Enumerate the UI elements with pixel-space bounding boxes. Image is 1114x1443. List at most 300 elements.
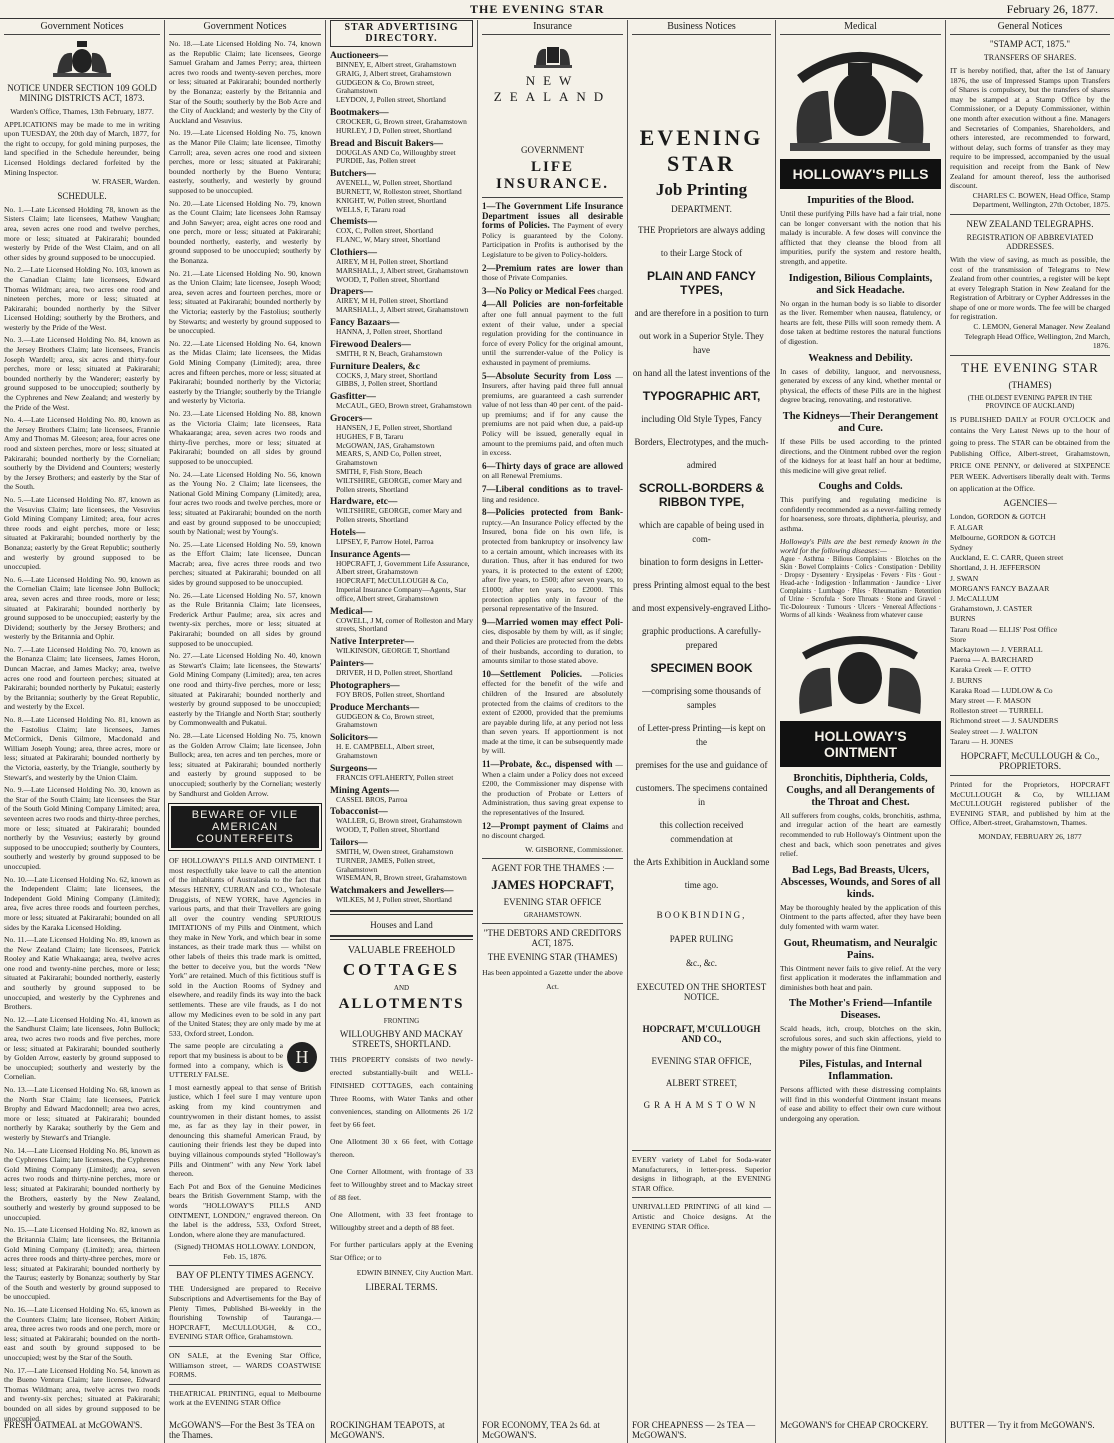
schedule-item: No. 24.—Late Licensed Holding No. 56, known as the Young No. 2 Claim; late licensees, the National Gold Mining Company (Limited); area, four acres two roods and twelve perches, more or less; situated at Pakirarahi; bounded on the north and east by ground supposed to be unoccupied; south by National; west by Young's. bbox=[169, 469, 321, 537]
holloway-notice: OF HOLLOWAY'S PILLS AND OINTMENT. I most respectfully take leave to call the attention of the inhabitants of Australasia to the fact that Messrs HENRY, CURRAN and CO., Wholesale Druggists, of NEW YORK, have Agencies in various parts, and that their Travellers are going all over the country vending SPURIOUS IMITATIONS of my Pills and Ointment, which they make in New York, and which bear in some instances, as their trade mark thus — whilst on other labels of theirs this trade mark is omitted, the better to deceive you, but the words "New York" are retained. Much of this fictitious stuff is sold in the Auction Rooms of Sydney and elsewhere, and readily finds its way into the back settlements. These are vile frauds, as I do not allow my Medicines even to be sold in any part of the United States; they are only made by me at 533, Oxford street, London. bbox=[169, 856, 321, 1038]
directory-listing: HOPCRAFT, J, Government Life Assurance, Albert street, Grahamstown bbox=[336, 558, 470, 577]
directory-listing: GIBBS, J, Pollen street, Shortland bbox=[336, 379, 438, 389]
directory-listing: MEARS, S, AND Co, Pollen street, Grahamstown bbox=[336, 449, 442, 468]
directory-category: Bootmakers— bbox=[330, 107, 389, 118]
directory-listing: WELLS, F, Tararu road bbox=[336, 204, 406, 214]
footer-ad-text: ROCKINGHAM TEAPOTS, at McGOWAN'S. bbox=[330, 1420, 445, 1440]
holloway-paragraph: I most earnestly appeal to that sense of British justice, which I feel sure I may venture upon asking from my kind countrymen and countrywomen in their distant homes, to assist me, as far as they lay in their power, in denouncing this shameful American Fraud, by cautioning their friends lest they be duped into buying villainous compounds styled "Holloway's Pills and Ointment" with any New York label thereon. bbox=[169, 1082, 321, 1179]
stamp-body: IT is hereby notified, that, after the 1st of January 1876, the use of Impressed Stamps upon Transfers of Shares is compulsory, but the transfers of shares may be stamped at a Stamp Office by the Commissioner, or a Deputy Commissioner, within one month after execution without a fine. Managers and Secretaries of Companies, Shareholders, and others interested, are recommended to forward, without delay, such forms of transfer as they may require to be impressed, accompanied by the usual requisition and receipt from the Bank of New Zealand for amount thereof, less the authorised discount. bbox=[950, 66, 1110, 191]
holloways-pills-banner: HOLLOWAY'S PILLS bbox=[780, 159, 941, 189]
agency-item: F. ALGAR bbox=[950, 522, 984, 532]
newspaper-title: THE EVENING STAR bbox=[470, 2, 605, 16]
bay-of-plenty-text: THE Undersigned are prepared to Receive Subscriptions and Advertisements for the Bay of Plenty Times, Published Bi-weekly in the flourishing Township of Tauranga.—HOPCRAFT, McCULLOUGH, & CO., EVENING STAR Office, Grahamstown. bbox=[169, 1284, 321, 1342]
footer-ad bbox=[946, 1418, 1114, 1443]
medical-diseases: Ague · Asthma · Bilious Complaints · Blotches on the Skin · Bowel Complaints · Colics · Constipation · Debility · Dropsy · Dysentery · Erysipelas · Fevers · Fits · Gout · Head-ache · Indigestion · Inflammation · Jaundice · Liver Complaints · Lumbago · Piles · Rheumatism · Retention of Urine · Scrofula · Sore Throats · Stone and Gravel · Tic-Doloureux · Tumours · Ulcers · Venereal Affections · Worms of all kinds · Weakness from whatever cause bbox=[780, 555, 941, 619]
footer-ad-text: FOR ECONOMY, TEA 2s 6d. at McGOWAN'S. bbox=[482, 1420, 600, 1440]
column-business-notices bbox=[628, 20, 776, 1418]
directory-listing: HANNA, J, Pollen street, Shortland bbox=[336, 326, 443, 336]
directory-category: Grocers— bbox=[330, 413, 373, 424]
agency-item: Tararu — H. JONES bbox=[950, 736, 1014, 746]
insurance-item-text: ruptcy.—An Insurance Policy effected by the Insured, bona fide on his own life, is protected from bankruptcy or insolvency law to a certain amount, which increases with its duration. Thus, after it has endured for two years, it is protected to the extent of £200; after five years, to £500; after seven years, to £1000; after ten years, to £2000. This protection applies only in favour of the personal representative of the Insured. bbox=[482, 517, 623, 614]
insurance-item-heading: 10—Settlement Policies. bbox=[482, 668, 582, 679]
holloways-ointment-banner: HOLLOWAY'S OINTMENT bbox=[780, 721, 941, 767]
agencies-title: AGENCIES— bbox=[1003, 498, 1057, 509]
column-heading: Insurance bbox=[482, 20, 623, 35]
medical-heading: Bronchitis, Diphtheria, Colds, Coughs, and all Derangements of the Throat and Chest. bbox=[786, 772, 935, 808]
masthead bbox=[0, 0, 1114, 19]
agency-item: Rolleston street — TURRELL bbox=[950, 706, 1043, 716]
directory-entry bbox=[330, 318, 473, 337]
insurance-item-text: The Payment of every Policy is guaranteed by the Colony. Participation in Profits is authorised by the Legislature to be given to Policy-holders. bbox=[482, 221, 624, 259]
business-line: including Old Style Types, Fancy bbox=[641, 414, 762, 424]
directory-listing: SMITH, R N, Beach, Grahamstown bbox=[336, 348, 443, 358]
column-government-notices-1 bbox=[0, 20, 165, 1423]
agency-item: Store bbox=[950, 634, 967, 644]
schedule-item: No. 6.—Late Licensed Holding No. 90, known as the Cornelian Claim; late licensee John Bullock; area, seven acres and three roods, more or less; situated at Pakirarahi; bounded northerly by ground supposed to be unoccupied; easterly by the Dividend; southerly by the Jersey Brothers; and westerly by the Britannia and Ophir. bbox=[4, 574, 160, 642]
business-line: press Printing almost equal to the best bbox=[633, 580, 770, 590]
schedule-item: No. 5.—Late Licensed Holding No. 87, known as the Vesuvius Claim; late licensees, the Vesuvius Gold Mining Company Limited; area, four acres three roods and eight perches, more or less; situated at Pakirarahi; bounded northerly by the Bonanza; easterly by the Great Republic; southerly and westerly by ground supposed to be unoccupied. bbox=[4, 494, 160, 572]
directory-category: Butchers— bbox=[330, 169, 376, 180]
directory-entry bbox=[330, 607, 473, 635]
column-heading: Business Notices bbox=[632, 20, 771, 35]
directory-category: Mining Agents— bbox=[330, 785, 399, 796]
directory-listing: COX, C, Pollen street, Shortland bbox=[336, 226, 434, 236]
footer-ad bbox=[628, 1418, 776, 1443]
houses-streets: WILLOUGHBY AND MACKAY STREETS, SHORTLAND. bbox=[339, 1029, 464, 1050]
directory-listing: SMITH, F, Fish Store, Beach bbox=[336, 466, 423, 476]
wardens-office: Warden's Office, Thames, 13th February, 1877. bbox=[10, 107, 154, 116]
footer-ad bbox=[165, 1418, 326, 1443]
insurance-item-heading: 3—No Policy or Medical Fees bbox=[482, 285, 596, 296]
insurance-item-text: —Insurers, after having paid three full annual premiums, are guaranteed a cash surrender value of not less than 40 per cent. of the paid-up premiums; and if for any cause the premiums are not paid when due, a paid-up Policy will be issued, generally equal in amount to the premiums paid, and often much in excess. bbox=[482, 371, 623, 458]
directory-entry bbox=[330, 392, 473, 411]
directory-entry bbox=[330, 659, 473, 678]
medical-text: No organ in the human body is so liable to disorder as the liver. Remember when nausea, flatulency, or hearts are felt, these Pills will soon remedy them. A dose taken at bedtime restores the natural functions of digestion. bbox=[780, 298, 941, 346]
agency-item: BURNS bbox=[950, 614, 976, 624]
directory-entry bbox=[330, 217, 473, 245]
directory-entry bbox=[330, 681, 473, 700]
directory-entry bbox=[330, 414, 473, 494]
directory-listing: TURNER, JAMES, Pollen street, Grahamstown bbox=[336, 855, 435, 874]
schedule-item: No. 27.—Late Licensed Holding No. 40, known as Stewart's Claim; late licensees, the Stewarts' Gold Mining Company (Limited); area, ten acres one rood and thirty-five perches, more or less; situated at Pakirarahi; bounded northerly and westerly by ground supposed to be unoccupied; easterly by the Triangle and North Star; southerly by Commonwealth and Pukatui. bbox=[169, 651, 321, 728]
directory-listing: AIREY, M H, Pollen street, Shortland bbox=[336, 256, 448, 266]
footer-ad-text: McGOWAN'S for CHEAP CROCKERY. bbox=[780, 1420, 929, 1430]
directory-entry bbox=[330, 108, 473, 136]
star-published: IS PUBLISHED DAILY at FOUR O'CLOCK and contains the Very Latest News up to the hour of going to press. The STAR can be obtained from the Publishing Office, Albert-street, Grahamstown, PRICE ONE PENNY, or delivered at SIXPENCE PER WEEK. Advertisers liberally dealt with. Terms on application at the Office. bbox=[950, 414, 1110, 493]
business-line: on hand all the latest inventions of the bbox=[632, 368, 771, 378]
insurance-list bbox=[482, 202, 623, 841]
directory-category: Tobacconist— bbox=[330, 807, 388, 818]
schedule-item: No. 14.—Late Licensed Holding No. 86, known as the Cyphrenes Claim; late licensees, the Cyphrenes Gold Mining Company (Limited); area, seven acres two roods and thirty-nine perches, more or less; situated at Pakirarahi; bounded northerly by the Brothers, easterly by the New Zealand, southerly and westerly by ground supposed to be unoccupied. bbox=[4, 1145, 160, 1222]
stamp-act-title: "STAMP ACT, 1875." bbox=[989, 39, 1071, 49]
directory-entry bbox=[330, 733, 473, 761]
directory-category: Produce Merchants— bbox=[330, 702, 420, 713]
star-oldest: (THE OLDEST EVENING PAPER IN THE PROVINCE OF AUCKLAND) bbox=[967, 393, 1093, 410]
insurance-item-heading: 11—Probate, &c., dispensed with bbox=[482, 759, 613, 770]
insurance-item-heading: 2—Premium rates are lower than bbox=[482, 262, 623, 273]
directory-listing: AVENELL, W, Pollen street, Shortland bbox=[336, 178, 452, 188]
schedule-item: No. 4.—Late Licensed Holding No. 80, known as the Jersey Brothers Claim; late licensees, Frannie Amy and Thomas M. Gleeson; area, four acres one rood and sixteen perches, more or less; situated at Pakirarahi; bounded northerly by the Cornelian; southerly by the Dividend and Counters; westerly by the Jersey Brothers; and easterly by the Star of the South. bbox=[4, 415, 160, 492]
registration-body: With the view of saving, as much as possible, the cost of the transmission of Telegrams to New Zealand from other countries, a register will be kept at every Telegraph Station in New Zealand for the Registration of Arbitrary or Cypher Addresses in the shape of one or more words. The fee will be charged for registration. bbox=[950, 254, 1110, 322]
directory-entry bbox=[330, 51, 473, 105]
business-line: out work in a Superior Style. They have bbox=[639, 331, 764, 355]
insurance-item-heading: 5—Absolute Security from Loss bbox=[482, 370, 612, 381]
directory-entry bbox=[330, 764, 473, 783]
directory-listing: AIREY, M H, Pollen street, Shortland bbox=[336, 296, 448, 306]
debtors-star-title: THE EVENING STAR (THAMES) bbox=[487, 952, 618, 963]
agency-item: J. BURNS bbox=[950, 675, 983, 685]
directory-entry bbox=[330, 362, 473, 390]
medical-heading: Coughs and Colds. bbox=[818, 481, 903, 493]
insurance-office: EVENING STAR OFFICE bbox=[503, 897, 602, 908]
directory-listing: HUGHES, F B, Tararu bbox=[336, 431, 404, 441]
directory-listing: WALLER, G, Brown street, Grahamstown bbox=[336, 816, 462, 826]
insurance-item bbox=[482, 300, 623, 367]
column-heading: General Notices bbox=[950, 20, 1110, 35]
medical-heading: Weakness and Debility. bbox=[808, 352, 913, 364]
business-line: PLAIN AND FANCY TYPES, bbox=[647, 269, 756, 297]
directory-category: Hardware, etc— bbox=[330, 497, 398, 508]
medical-text: This Ointment never fails to give relief. At the very first application it moderates the inflammation and diminishes both heat and pain. bbox=[780, 963, 941, 992]
insurance-item-text: —Policies effected for the benefit of the wife and children of the Insured are absolutely protected from the claims of creditors to the extent of £2000, provided that the premiums are payable during life, at any period not less than seven years. If apportionment is not made at the time, it can be subsequently made by will. bbox=[482, 669, 623, 756]
insurance-item bbox=[482, 462, 623, 481]
medical-heading: Gout, Rheumatism, and Neuralgic Pains. bbox=[783, 937, 938, 961]
directory-entry bbox=[330, 528, 473, 547]
schedule-item: No. 10.—Late Licensed Holding No. 62, known as the Independent Claim; late licensees, the Independent Gold Mining Company (Limited); area, five acres three roods and fourteen perches, more or less; situated at Pakirarahi; bounded on all sides by the Karaka Licensed Holding. bbox=[4, 874, 160, 932]
agency-item: Paeroa — A. BARCHARD bbox=[950, 655, 1034, 665]
houses-allotment: One Allotment 30 x 66 feet, with Cottage thereon. bbox=[330, 1137, 473, 1160]
directory-category: Watchmakers and Jewellers— bbox=[330, 886, 454, 897]
directory-category: Surgeons— bbox=[330, 763, 377, 774]
medical-text: This purifying and regulating medicine is confidently recommended as a never-failing remedy for hoarseness, sore throats, diphtheria, pleurisy, and asthma. bbox=[780, 495, 941, 534]
business-office: EVENING STAR OFFICE, bbox=[651, 1056, 752, 1066]
directory-listing: WOOD, T, Pollen street, Shortland bbox=[336, 825, 440, 835]
agency-item: Auckland, E. C. CARR, Queen street bbox=[950, 553, 1064, 563]
schedule-item: No. 22.—Late Licensed Holding No. 64, known as the Midas Claim; late licensees, the Midas Gold Mining Company (Limited); area, three acres and fifteen perches, more or less; situated at Pakirarahi; bounded northerly by the Victoria; easterly by the Triangle; southerly by the Triangle and westerly by Victoria. bbox=[169, 338, 321, 406]
business-line: and are therefore in a position to turn bbox=[634, 308, 769, 318]
insurance-item bbox=[482, 202, 623, 260]
schedule-item: No. 20.—Late Licensed Holding No. 79, known as the Count Claim; late licensees John Ramsay and John Sawyer; area, eight acres one rood and one perch, more or less; situated at Pakirarahi; bounded northerly, easterly, and westerly by ground supposed to be unoccupied; southerly by the Bonanza. bbox=[169, 198, 321, 266]
directory-category: Furniture Dealers, &c bbox=[330, 361, 420, 372]
crest-icon bbox=[530, 39, 576, 69]
agency-item: Tararu Road — ELLIS' Post Office bbox=[950, 624, 1058, 634]
business-line: time ago. bbox=[684, 880, 719, 890]
directory-listing: FOY BROS, Pollen street, Shortland bbox=[336, 689, 445, 699]
houses-title-2: COTTAGES bbox=[342, 960, 461, 980]
directory-entry bbox=[330, 703, 473, 731]
business-line: admired bbox=[686, 460, 717, 470]
insurance-town: GRAHAMSTOWN. bbox=[523, 911, 582, 920]
business-line: of Letter-press Printing—is kept on the bbox=[637, 723, 766, 747]
column-government-notices-2 bbox=[165, 20, 326, 1418]
directory-listing: WOOD, T, Pollen street, Shortland bbox=[336, 274, 440, 284]
directory-listing: FLANC, W, Mary street, Shortland bbox=[336, 235, 441, 245]
business-town: GRAHAMSTOWN bbox=[643, 1100, 760, 1110]
agency-item: London, GORDON & GOTCH bbox=[950, 512, 1046, 522]
agency-item: Richmond street — J. SAUNDERS bbox=[950, 716, 1059, 726]
medical-text: Until these purifying Pills have had a fair trial, none can be longer conversant with the notion that his malady is incurable. A few doses will convince the afflicted that they cleanse the blood from all impurities, purify the system and restore health, strength, and appetite. bbox=[780, 209, 941, 266]
holloway-paragraph: The same people are circulating a report that my business is about to be formed into a company, which is UTTERLY FALSE. bbox=[169, 1041, 283, 1080]
houses-terms: LIBERAL TERMS. bbox=[365, 1281, 438, 1292]
business-job-printing: Job Printing bbox=[655, 180, 748, 199]
business-line: and most expensively-engraved Litho- bbox=[632, 603, 771, 613]
houses-and: AND bbox=[393, 984, 410, 993]
directory-listing: CROCKER, G, Brown street, Grahamstown bbox=[336, 116, 467, 126]
insurance-agent-name: JAMES HOPCRAFT, bbox=[491, 877, 614, 893]
footer-ad-text: BUTTER — Try it from McGOWAN'S. bbox=[950, 1420, 1095, 1430]
directory-listing: WILTSHIRE, GEORGE, corner Mary and Pollen streets, Shortland bbox=[336, 506, 462, 525]
insurance-item-heading: 7—Liberal conditions as to travel- bbox=[482, 484, 623, 495]
insurance-item-heading: 8—Policies protected from Bank- bbox=[482, 507, 623, 518]
directory-category: Tailors— bbox=[330, 838, 368, 849]
insurance-item-text: charged. bbox=[597, 286, 624, 296]
directory-listing: COCKS, J, Mary street, Shortland bbox=[336, 370, 438, 380]
schedule-list bbox=[169, 39, 321, 798]
directory-category: Chemists— bbox=[330, 217, 377, 228]
business-line: the Arts Exhibition in Auckland some bbox=[633, 857, 770, 867]
directory-listing: MARSHALL, J, Albert street, Grahamstown bbox=[336, 305, 469, 315]
business-dept: DEPARTMENT. bbox=[671, 204, 732, 214]
business-street: ALBERT STREET, bbox=[665, 1078, 738, 1088]
footer-ad-text: McGOWAN'S—For the Best 3s TEA on the Thames. bbox=[169, 1420, 315, 1440]
business-etc: &c., &c. bbox=[686, 958, 717, 968]
directory-category: Native Interpreter— bbox=[330, 637, 414, 648]
schedule-item: No. 25.—Late Licensed Holding No. 59, known as the Effort Claim; late licensee, Duncan Macrab; area, five acres three roods and two perches; situated at Pakirarahi; bounded on all sides by ground supposed to be unoccupied. bbox=[169, 539, 321, 588]
schedule-item: No. 17.—Late Licensed Holding No. 54, known as the Bueno Ventura Claim; late licensee, Edward Thomas Wildman; area, twelve acres two roods and twenty-six perches; situated at Pakirarahi; bounded on all sides by ground supposed to be unoccupied. bbox=[4, 1365, 160, 1423]
agency-item: Karaka Road — LUDLOW & Co bbox=[950, 685, 1053, 695]
svg-text:H: H bbox=[295, 1047, 309, 1068]
business-variety: EVERY variety of Label for Soda-water Manufacturers, in letter-press. Superior designs in lithograph, at the EVENING STAR Office. bbox=[632, 1155, 771, 1193]
business-line: TYPOGRAPHIC ART, bbox=[642, 389, 761, 403]
insurance-item bbox=[482, 485, 623, 504]
agency-item: Melbourne, GORDON & GOTCH bbox=[950, 532, 1056, 542]
insurance-title: LIFE INSURANCE. bbox=[496, 159, 609, 192]
schedule-item: No. 26.—Late Licensed Holding No. 57, known as the Rule Britannia Claim; late licensees, Frederick Arthur Paulme; area, six acres and twenty-six perches, more or less; situated at Pakirarahi; bounded on all sides by ground supposed to be unoccupied. bbox=[169, 590, 321, 648]
directory-listing: WILKES, M J, Pollen street, Shortland bbox=[336, 895, 452, 905]
footer-ad bbox=[326, 1418, 478, 1443]
business-line: —comprising some thousands of samples bbox=[642, 686, 761, 710]
directory-listing: BINNEY, E, Albert street, Grahamstown bbox=[336, 60, 457, 69]
directory-entry bbox=[330, 786, 473, 805]
royal-arms-icon bbox=[47, 39, 117, 79]
business-firm: HOPCRAFT, M'CULLOUGH AND CO., bbox=[642, 1024, 761, 1044]
directory-listing: HOPCRAFT, McCULLOUGH & Co, Imperial Insurance Company—Agents, Star office, Albert street, Grahamstown bbox=[336, 576, 467, 603]
beware-banner: BEWARE OF VILE AMERICAN COUNTERFEITS bbox=[169, 804, 321, 850]
ointment-crest-icon bbox=[780, 626, 940, 716]
medical-heading: The Mother's Friend—Infantile Diseases. bbox=[789, 998, 932, 1022]
debtors-text: Has been appointed a Gazette under the above Act. bbox=[482, 968, 623, 992]
insurance-item bbox=[482, 264, 623, 283]
business-line: SCROLL-BORDERS & RIBBON TYPE, bbox=[638, 481, 765, 509]
medical-sections bbox=[780, 195, 941, 534]
business-line: bination to form designs in Letter- bbox=[639, 557, 764, 567]
directory-listing: WILTSHIRE, GEORGE, corner Mary and Pollen streets, Shortland bbox=[336, 475, 462, 494]
houses-fronting: FRONTING bbox=[383, 1017, 420, 1026]
directory-category: Bread and Biscuit Bakers— bbox=[330, 138, 444, 149]
holloway-paragraph: Each Pot and Box of the Genuine Medicines bears the British Government Stamp, with the words "HOLLOWAY'S PILLS AND OINTMENT, LONDON," engraved thereon. On the label is the address, 533, Oxford Street, London, where alone they are manufactured. bbox=[169, 1181, 321, 1239]
footer-ad bbox=[776, 1418, 946, 1443]
schedule-item: No. 2.—Late Licensed Holding No. 103, known as the Canadian Claim; late licensees, Edward Thomas Wildman; area, two acres one rood and nineteen perches, more or less; situated at Pakirarahi; bounded northerly by the Silver Licensed Holding; southerly by the Brothers, and westerly by the Pride of the West. bbox=[4, 265, 160, 332]
agency-item: Mackaytown — J. VERRALL bbox=[950, 644, 1043, 654]
warden-signature: W. FRASER, Warden. bbox=[92, 177, 160, 187]
medical-sections-2 bbox=[780, 773, 941, 1124]
directory-entry bbox=[330, 248, 473, 284]
houses-body: THIS PROPERTY consists of two newly-erected substantially-built and WELL-FINISHED COTTAGES, each containing Three Rooms, with Water Tanks and other conveniences, standing on Allotments 26 1/2 feet by 66 feet. bbox=[330, 1055, 473, 1130]
schedule-item: No. 18.—Late Licensed Holding No. 74, known as the Republic Claim; late licensees, George Samuel Graham and James Perry; area, thirteen acres two roods and twenty-seven perches, more or less; situated at Pakirarahi; bounded northerly by the Bonanza; easterly by the Britannia and Star of the South; southerly by the Bob Acre and the City of Auckland; and westerly by the City of Auckland and Vesuvius. bbox=[169, 39, 321, 125]
schedule-item: No. 16.—Late Licensed Holding No. 65, known as the Counters Claim; late licensee, Robert Aitkin; area, three acres two roods and one perch, more or less; situated at Pakirarahi; bounded on the north-east and south by ground supposed to be unoccupied; west by the Star of the South. bbox=[4, 1305, 160, 1363]
directory-listing: H. E. CAMPBELL, Albert street, Grahamstown bbox=[336, 742, 435, 761]
medical-note: Holloway's Pills are the best remedy known in the world for the following diseases:— bbox=[780, 536, 941, 556]
column-advertising-directory bbox=[326, 20, 478, 1418]
directory-category: Medical— bbox=[330, 606, 373, 617]
directory-listing: GUDGEON & Co, Brown street, Grahamstown bbox=[336, 77, 435, 96]
business-line: Borders, Electrotypes, and the much- bbox=[634, 437, 769, 447]
business-copy bbox=[632, 223, 771, 892]
insurance-item-text: —When a claim under a Policy does not exceed £200, the Commissioner may dispense with the production of Probate or Letters of Administration, thus saving great expense to the representatives of the Insured. bbox=[482, 760, 623, 818]
trade-mark-icon bbox=[285, 1040, 319, 1074]
houses-heading: Houses and Land bbox=[370, 920, 433, 931]
onsale-notice: ON SALE, at the Evening Star Office, Williamson street, — WARDS COASTWISE FORMS. bbox=[169, 1351, 321, 1380]
insurance-nz: NEW ZEALAND bbox=[493, 73, 612, 104]
column-insurance bbox=[478, 20, 628, 1418]
insurance-item-text: cies, disposable by them by will, as if single; and their Policies are protected from the debts of their husbands, according to duration, to amounts similar to those stated above. bbox=[482, 627, 623, 666]
insurance-government: GOVERNMENT bbox=[521, 145, 584, 155]
directory-category: Photographers— bbox=[330, 680, 400, 691]
agencies-list bbox=[950, 512, 1110, 747]
directory-listing: DRIVER, H D, Pollen street, Shortland bbox=[336, 668, 453, 678]
directory-category: Fancy Bazaars— bbox=[330, 317, 400, 328]
agency-item: MORGAN'S FANCY BAZAAR bbox=[950, 583, 1050, 593]
insurance-item-heading: 12—Prompt payment of Claims bbox=[482, 820, 609, 831]
bay-of-plenty-title: BAY OF PLENTY TIMES AGENCY. bbox=[176, 1270, 314, 1281]
debtors-act: "THE DEBTORS AND CREDITORS ACT, 1875. bbox=[483, 928, 622, 949]
directory-listing: GRAIG, J, Albert street, Grahamstown bbox=[336, 68, 452, 78]
column-heading: Medical bbox=[780, 20, 941, 35]
directory-category: Firewood Dealers— bbox=[330, 339, 411, 350]
agency-item: Sealey street — J. WALTON bbox=[950, 726, 1038, 736]
agency-item: Mary street — F. MASON bbox=[950, 696, 1032, 705]
directory-category: Gasfitter— bbox=[330, 392, 376, 403]
star-thames: (THAMES) bbox=[1008, 379, 1052, 390]
directory-entry bbox=[330, 637, 473, 656]
column-heading: Government Notices bbox=[4, 20, 160, 35]
schedule-item: No. 21.—Late Licensed Holding No. 90, known as the Union Claim; late licensee, Joseph Wood; area, seven acres and fourteen perches, more or less; situated at Pakirarahi; bounded northerly by the Victoria; easterly by the Fastolius; southerly by Stewarts; and westerly by ground supposed to be unoccupied. bbox=[169, 268, 321, 336]
directory-listing: FRANCIS O'FLAHERTY, Pollen street bbox=[336, 772, 454, 782]
imprint-date: MONDAY, FEBRUARY 26, 1877 bbox=[978, 831, 1082, 841]
insurance-item bbox=[482, 508, 623, 614]
directory-list bbox=[330, 51, 473, 905]
insurance-item-text: on all Renewal Premiums. bbox=[482, 471, 563, 481]
stamp-signature: CHARLES C. BOWEN, Head Office, Stamp Department, Wellington, 27th October, 1875. bbox=[972, 190, 1110, 210]
holloway-signature: (Signed) THOMAS HOLLOWAY. LONDON, Feb. 15, 1876. bbox=[174, 1242, 316, 1261]
footer-ad-text: FRESH OATMEAL at McGOWAN'S. bbox=[4, 1420, 143, 1430]
business-big-title: EVENING STAR bbox=[639, 125, 764, 176]
star-title: THE EVENING STAR bbox=[961, 359, 1099, 375]
insurance-item-text: and no discount charged. bbox=[482, 821, 624, 841]
directory-entry bbox=[330, 340, 473, 359]
footer-ad bbox=[0, 1418, 165, 1443]
directory-listing: KNIGHT, W, Pollen street, Shortland bbox=[336, 195, 447, 205]
schedule-item: No. 8.—Late Licensed Holding No. 81, known as the Fastolius Claim; late licensees, James McCormick, Denis Gilmore, Macdonald and William Joseph Young; area, three acres, more or less; situated at Pakirarahi; bounded northerly by the Victoria, easterly, by the Triangle, southerly by Stewart's, and westerly by the Union Claim. bbox=[4, 715, 160, 782]
medical-heading: Indigestion, Bilious Complaints, and Sick Headache. bbox=[788, 272, 933, 296]
business-line: which are capable of being used in com- bbox=[639, 520, 764, 544]
business-line: SPECIMEN BOOK bbox=[650, 661, 753, 675]
issue-date: February 26, 1877. bbox=[1006, 2, 1098, 16]
directory-entry bbox=[330, 550, 473, 604]
directory-category: Solicitors— bbox=[330, 733, 378, 744]
directory-listing: PURDIE, Jas, Pollen street bbox=[336, 156, 416, 166]
column-general-notices bbox=[946, 20, 1114, 1418]
houses-allotment: One Allotment, with 33 feet frontage to Willoughby street and a depth of 88 feet. bbox=[330, 1210, 473, 1233]
agency-item: Grahamstown, J. CASTER bbox=[950, 604, 1033, 614]
business-bookbinding: BOOKBINDING, bbox=[656, 910, 747, 920]
insurance-item bbox=[482, 760, 623, 818]
medical-text: Scald heads, itch, croup, blotches on the skin, scrofulous sores, and such skin affections, yield to the mighty power of this fine Ointment. bbox=[780, 1024, 941, 1053]
schedule-item: No. 1.—Late Licensed Holding 78, known as the Sisters Claim; late licensees, Mathew Vaughan; area, seven acres one rood and twelve perches, more or less; situated at Pakirarahi; bounded westerly by Pride of the West Claim, and on all other sides by ground supposed to be unoccupied. bbox=[4, 204, 160, 262]
business-line: graphic productions. A carefully-prepared bbox=[642, 626, 761, 650]
business-line: THE Proprietors are always adding bbox=[638, 225, 765, 235]
directory-category: Painters— bbox=[330, 659, 374, 670]
directory-listing: CASSEL BROS, Parroa bbox=[336, 794, 408, 804]
directory-entry bbox=[330, 287, 473, 315]
column-heading: STAR ADVERTISING DIRECTORY. bbox=[330, 20, 473, 47]
schedule-item: No. 28.—Late Licensed Holding No. 75, known as the Golden Arrow Claim; late licensee, John Bullock; area, ten acres and ten perches, more or less; situated at Pakirarahi; bounded northerly and easterly by ground supposed to be unoccupied; southerly by the Cornelian; westerly by Sandhurst and Golden Arrow. bbox=[169, 730, 321, 798]
agency-item: J. SWAN bbox=[950, 573, 979, 583]
directory-listing: HANSEN, J E, Pollen street, Shortland bbox=[336, 422, 452, 432]
directory-listing: MARSHALL, J, Albert street, Grahamstown bbox=[336, 265, 469, 275]
directory-entry bbox=[330, 807, 473, 835]
insurance-item bbox=[482, 287, 623, 297]
column-medical bbox=[776, 20, 946, 1418]
schedule-item: No. 13.—Late Licensed Holding No. 68, known as the North Star Claim; late licensees, Patrick Brophy and Edward Macdonnell; area two acres, more or less; situated at Pakirarahi; bounded northerly by Karaka; southerly by the Gem and westerly by Stewart's and Triangle. bbox=[4, 1085, 160, 1142]
medical-text: Persons afflicted with these distressing complaints will find in this wonderful Ointment instant means of ease and ability to effect their own cure without undergoing any operation. bbox=[780, 1085, 941, 1123]
insurance-item-text: ling and residence. bbox=[482, 494, 540, 504]
directory-listing: BURNETT, W, Rolleston street, Shortland bbox=[336, 186, 462, 196]
insurance-item-heading: 9—Married women may effect Poli- bbox=[482, 616, 623, 627]
directory-category: Clothiers— bbox=[330, 247, 377, 258]
schedule-heading: SCHEDULE. bbox=[57, 190, 107, 201]
footer-ad-text: FOR CHEAPNESS — 2s TEA — McGOWAN'S. bbox=[632, 1420, 756, 1440]
directory-listing: GUDGEON & Co, Brown street, Grahamstown bbox=[336, 711, 435, 730]
directory-listing: COWELL, J M, corner of Rolleston and Mary streets, Shortland bbox=[336, 615, 473, 634]
footer-ad bbox=[478, 1418, 628, 1443]
telegraphs-title: NEW ZEALAND TELEGRAPHS. bbox=[966, 218, 1094, 229]
directory-listing: McGOWAN, JAS, Grahamstown bbox=[336, 440, 435, 450]
directory-entry bbox=[330, 838, 473, 883]
holloway-crest-icon bbox=[780, 39, 940, 154]
houses-title-3: ALLOTMENTS bbox=[338, 996, 465, 1013]
houses-title-1: VALUABLE FREEHOLD bbox=[347, 945, 456, 957]
schedule-item: No. 23.—Late Licensed Holding No. 88, known as the Victoria Claim; late licensees, Rata Whakaaranga; area, seven acres two roods and thirty-five perches, more or less; situated at Pakirarahi; bounded on all sides by ground supposed to be unoccupied. bbox=[169, 408, 321, 466]
directory-listing: DOUGLAS AND Co, Willoughby street bbox=[336, 147, 456, 157]
transfers-title: TRANSFERS OF SHARES. bbox=[983, 53, 1077, 62]
directory-entry bbox=[330, 886, 473, 905]
medical-heading: Impurities of the Blood. bbox=[807, 195, 914, 206]
agency-item: Karaka Creek — F. OTTO bbox=[950, 665, 1031, 675]
insurance-item-heading: 6—Thirty days of grace are allowed bbox=[482, 460, 623, 471]
medical-text: All sufferers from coughs, colds, bronchitis, asthma, and irregular action of the heart are earnestly recommended to rub Holloway's Ointment upon the chest and back, which soon penetrates and gives relief. bbox=[780, 810, 941, 859]
schedule-list bbox=[4, 205, 160, 1423]
houses-agent: EDWIN BINNEY, City Auction Mart. bbox=[356, 1268, 473, 1278]
directory-entry bbox=[330, 169, 473, 214]
directory-entry bbox=[330, 497, 473, 525]
medical-text: May be thoroughly healed by the application of this Ointment to the parts affected, after they have been duly fomented with warm water. bbox=[780, 902, 941, 931]
notice-title: NOTICE UNDER SECTION 109 GOLD MINING DISTRICTS ACT, 1873. bbox=[7, 83, 157, 103]
directory-listing: HURLEY, J D, Pollen street, Shortland bbox=[336, 125, 452, 135]
registration-title: REGISTRATION OF ABBREVIATED ADDRESSES. bbox=[966, 232, 1094, 251]
insurance-item-text: after one full annual payment to the full extent of their value, under a special regulation providing for the continuance in force of every Policy for the original amount, until the surrender-value of the Policy is exhausted in payment of premiums. bbox=[482, 309, 623, 367]
notice-intro: APPLICATIONS may be made to me in writing upon TUESDAY, the 20th day of March, 1877, for the right to occupy, for gold mining purposes, the land specified in the Schedule hereunder, being Licensed Holdings declared forfeited by the Mining Inspector. bbox=[4, 119, 160, 177]
